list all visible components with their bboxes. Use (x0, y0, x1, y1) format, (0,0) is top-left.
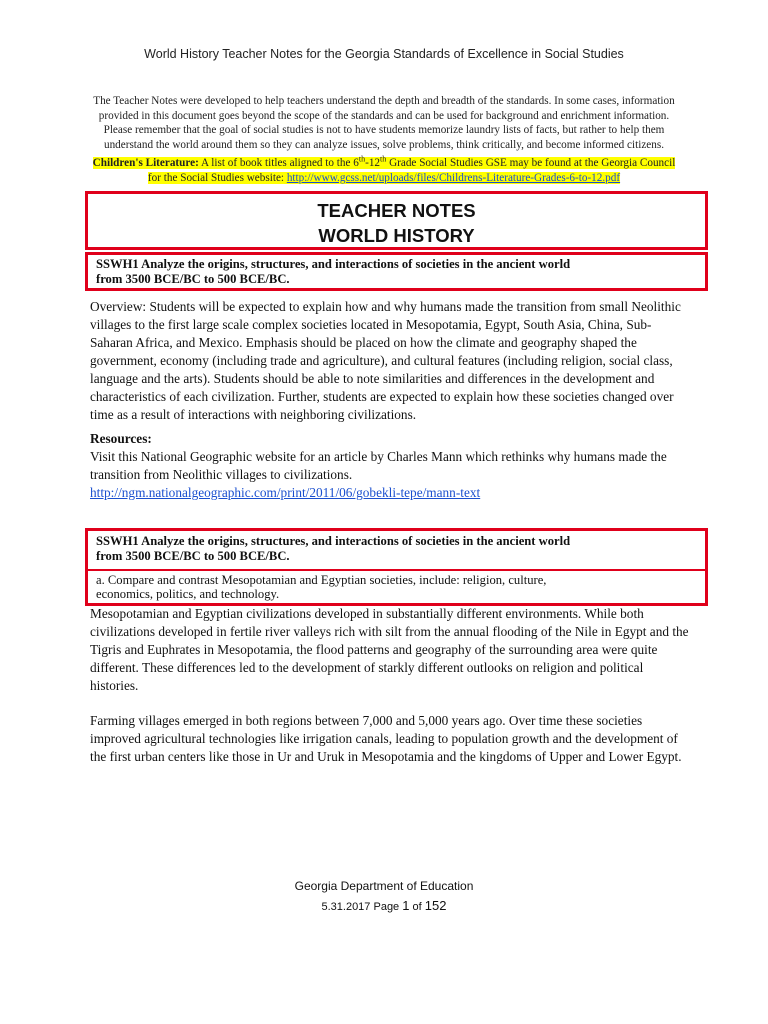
childrens-literature-label: Children's Literature: (92, 157, 199, 170)
standard-text-line1: SSWH1 Analyze the origins, structures, and interactions of societies in the ancient world (96, 257, 571, 271)
standard-text-line2: from 3500 BCE/BC to 500 BCE/BC. (96, 271, 290, 286)
teacher-notes-title: TEACHER NOTES (317, 200, 476, 221)
resources-heading: Resources: (90, 431, 152, 446)
childrens-literature-text: A list of book titles aligned to the 6 (198, 157, 359, 170)
standard-element-a (88, 571, 705, 603)
footer-of-label: of (412, 901, 422, 913)
childrens-literature-text: Grade Social Studies GSE may be found at the Georgia Council for the Social Studies website: (147, 157, 676, 184)
superscript: th (358, 154, 366, 164)
footer-organization: Georgia Department of Education (294, 879, 474, 893)
childrens-literature-highlight (92, 154, 676, 184)
world-history-title: WORLD HISTORY (318, 225, 475, 246)
footer-date: 5.31.2017 (321, 901, 371, 913)
footer-total-pages: 152 (424, 898, 447, 913)
standard-text-line2: from 3500 BCE/BC to 500 BCE/BC. (96, 548, 290, 563)
intro-text: The Teacher Notes were developed to help teachers understand the depth and breadth of the standards. In some cases, information provided in this document goes beyond the scope of the standards and can be used for background and enrichment information. Please remember that the goal of social studies is not to have students memorize laundry lists of facts, but rather to help them understand the world around them so they can analyze issues, solve problems, think critically, and become informed citizens. (93, 95, 675, 151)
standard-sswh1-element-box (85, 528, 708, 606)
teacher-notes-box (85, 191, 708, 250)
gcss-link[interactable]: http://www.gcss.net/uploads/files/Childrens-Literature-Grades-6-to-12.pdf (286, 171, 621, 184)
body-paragraph-2: Farming villages emerged in both regions between 7,000 and 5,000 years ago. Over time these societies improved agricultural technologies like irrigation canals, leading to population growth and the development of the first urban centers like those in Ur and Uruk in Mesopotamia and the kingdoms of Upper and Lower Egypt. (90, 713, 682, 764)
intro-paragraph (88, 94, 680, 185)
element-text-line1: a. Compare and contrast Mesopotamian and Egyptian societies, include: religion, culture, (96, 573, 547, 587)
standard-header (88, 531, 705, 571)
standard-text-line1: SSWH1 Analyze the origins, structures, and interactions of societies in the ancient world (96, 534, 571, 548)
footer-page-label: Page (373, 901, 400, 913)
superscript: th (380, 154, 387, 164)
overview-paragraph: Overview: Students will be expected to explain how and why humans made the transition from small Neolithic villages to the first large scale complex societies located in Mesopotamia, Egypt, South Asia, China, Sub-Saharan Africa, and Mexico. Emphasis should be placed on how the climate and geography shaped the government, economy (including trade and agriculture), and cultural features (including religion, social class, language and the arts). Students should be able to note similarities and differences in the development and characteristics of each civilization. Further, students are expected to explain how these societies changed over time as a result of interactions with neighboring civilizations. (90, 299, 681, 422)
resources-section (90, 430, 690, 502)
standard-sswh1-box (85, 252, 708, 291)
resources-text: Visit this National Geographic website for an article by Charles Mann which rethinks why humans made the transition from Neolithic villages to civilizations. (90, 449, 667, 482)
national-geographic-link[interactable]: http://ngm.nationalgeographic.com/print/2011/06/gobekli-tepe/mann-text (90, 485, 481, 500)
childrens-literature-text: -12 (365, 157, 381, 170)
footer-page-info (0, 898, 768, 913)
element-text-line2: economics, politics, and technology. (96, 587, 280, 601)
footer-page-number: 1 (402, 898, 410, 913)
document-header-title: World History Teacher Notes for the Georgia Standards of Excellence in Social Studies (144, 47, 624, 61)
body-paragraph-1: Mesopotamian and Egyptian civilizations developed in substantially different environments. While both civilizations developed in fertile river valleys rich with silt from the annual flooding of the Nile in Egypt and the Tigris and Euphrates in Mesopotamia, the flood patterns and geography of the surrounding area were quite different. These differences led to the development of starkly different outlooks on religion and political histories. (90, 606, 689, 693)
